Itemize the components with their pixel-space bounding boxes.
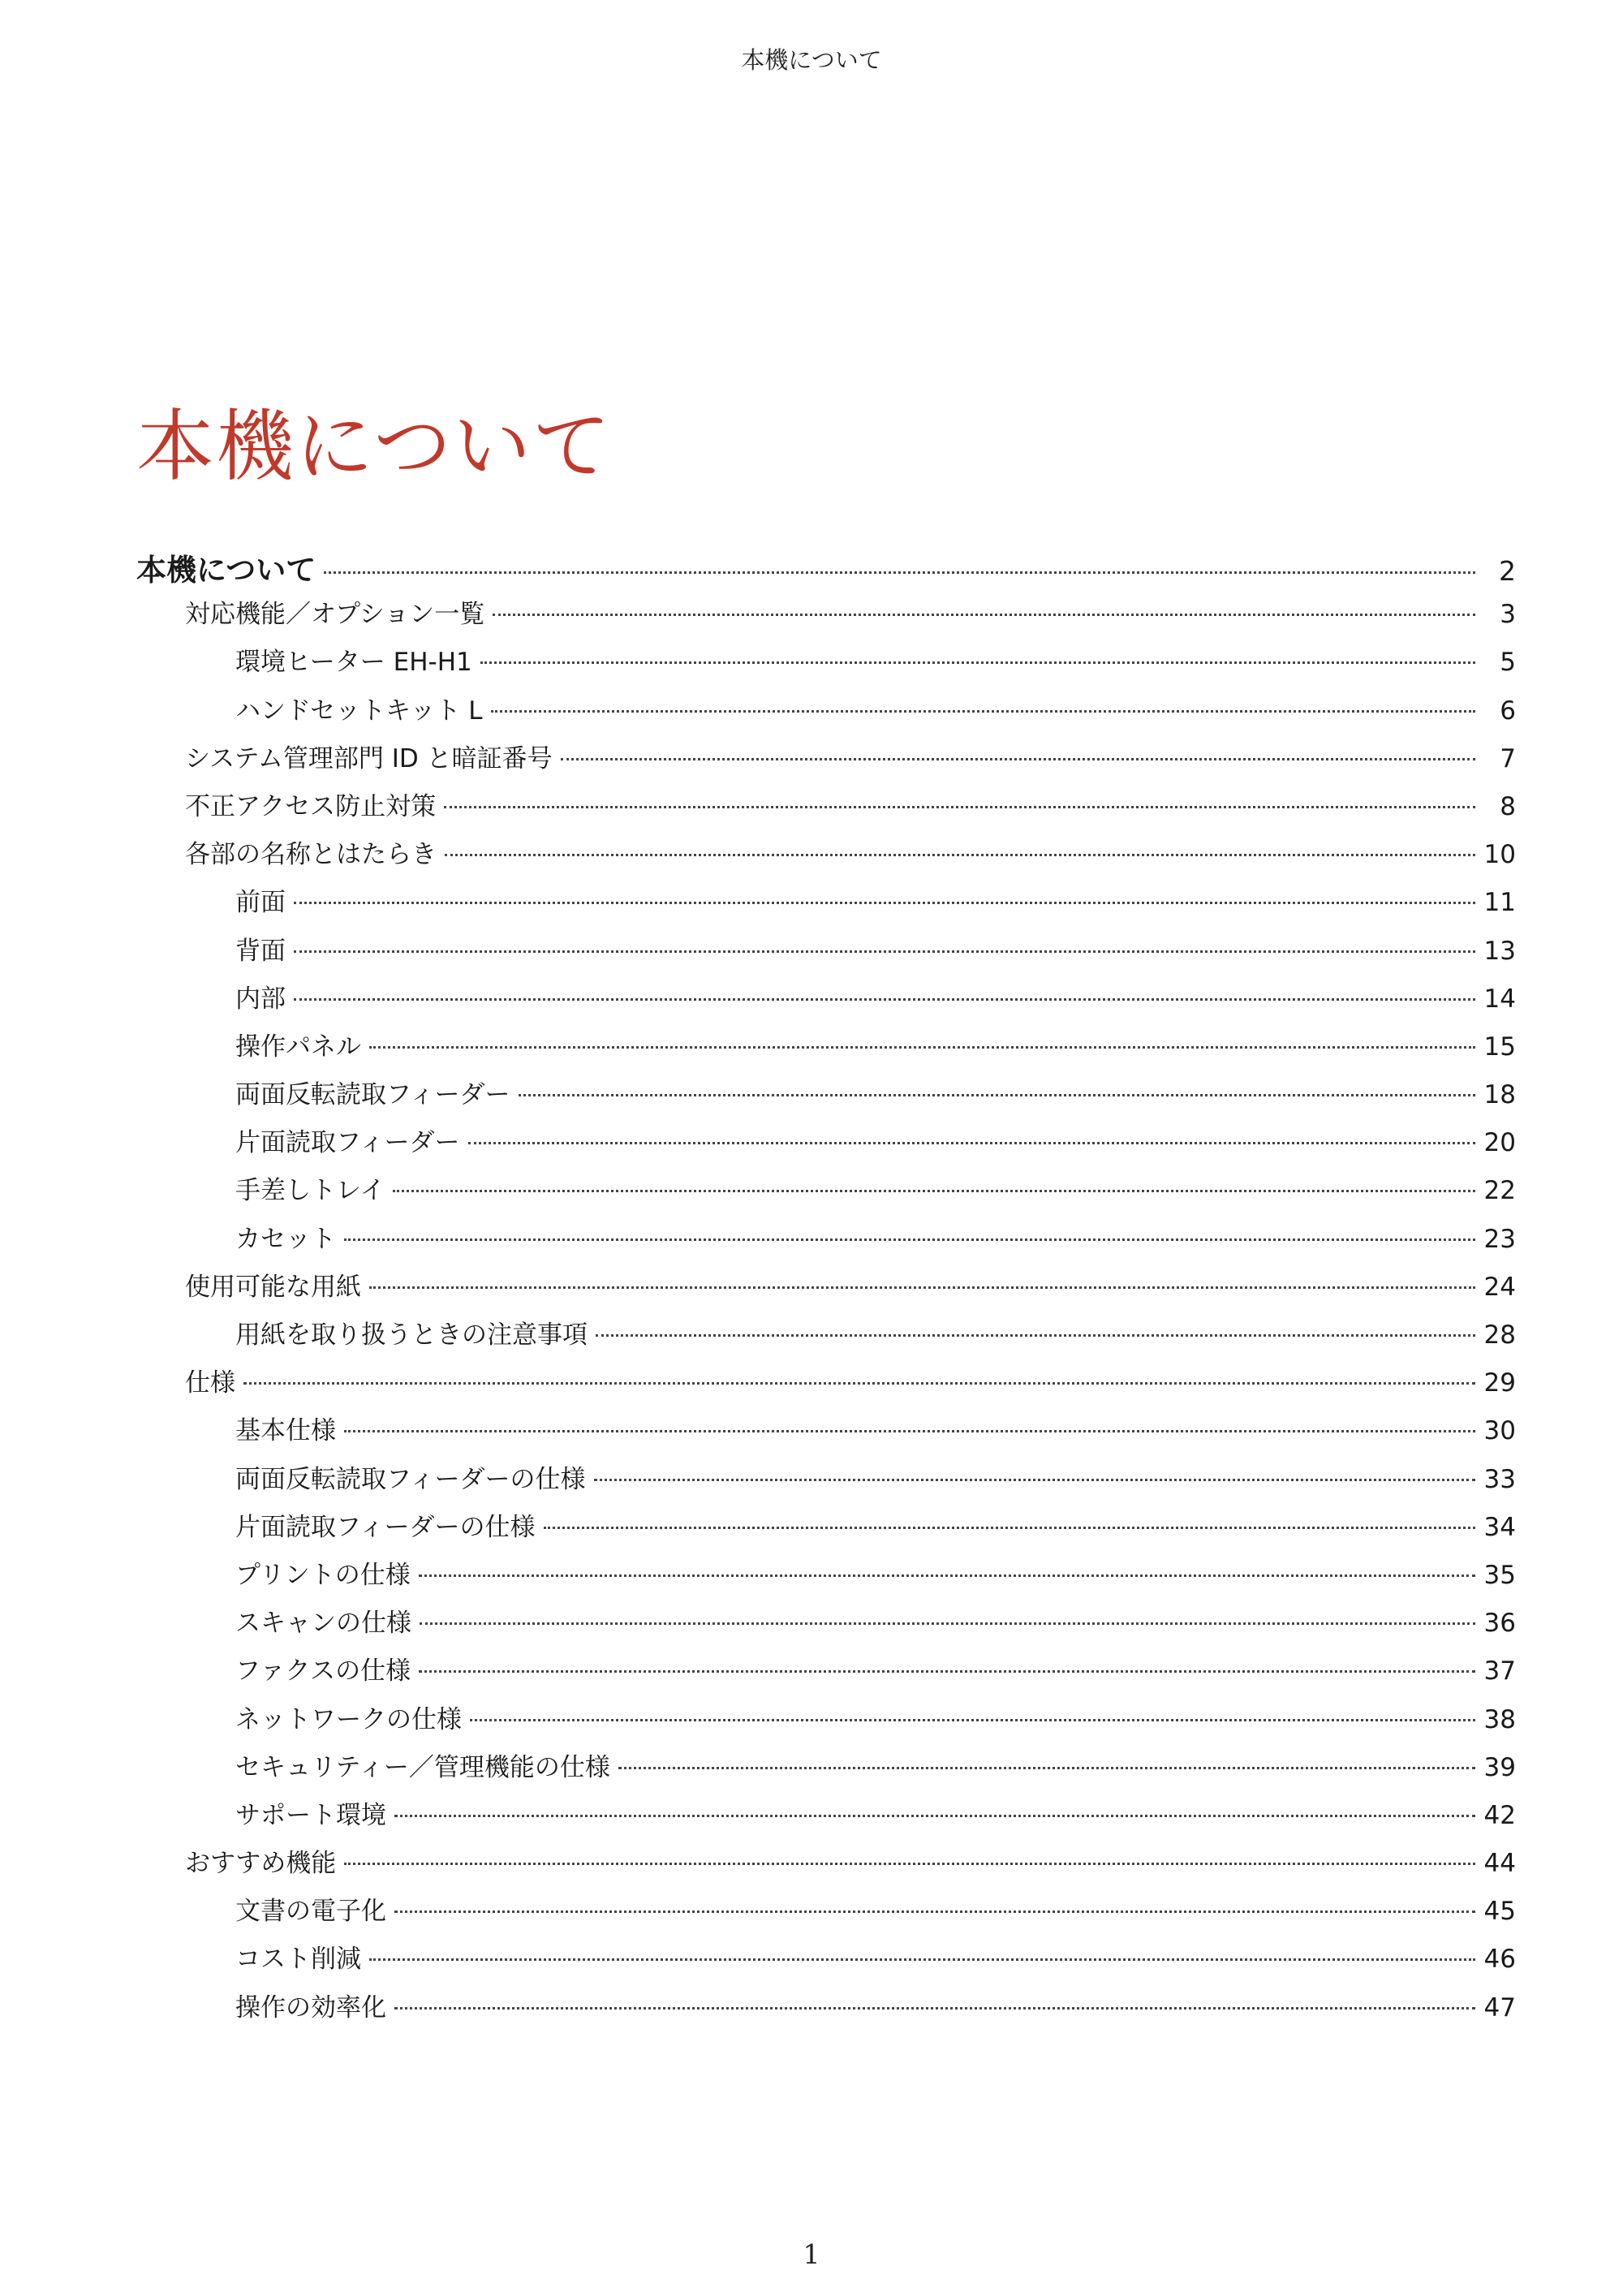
toc-dot-leader [544, 1527, 1475, 1529]
toc-entry[interactable] [136, 978, 1516, 1026]
toc-entry[interactable] [136, 593, 1516, 641]
toc-entry-title: 本機について [136, 553, 316, 588]
toc-entry-title: システム管理部門 ID と暗証番号 [185, 743, 553, 773]
toc-dot-leader [369, 1046, 1475, 1049]
toc-entry-title: ファクスの仕様 [235, 1656, 411, 1686]
toc-entry[interactable] [136, 1747, 1516, 1794]
toc-dot-leader [445, 854, 1475, 856]
toc-entry-title: 操作パネル [235, 1032, 361, 1062]
toc-entry[interactable] [136, 1890, 1516, 1938]
toc-entry-page: 18 [1483, 1080, 1516, 1110]
toc-entry[interactable] [136, 1554, 1516, 1602]
table-of-contents [136, 545, 1516, 2035]
toc-entry-title: セキュリティー／管理機能の仕様 [235, 1752, 610, 1782]
toc-entry-page: 35 [1483, 1560, 1516, 1590]
toc-dot-leader [394, 1815, 1475, 1817]
toc-entry-title: 使用可能な用紙 [185, 1272, 361, 1302]
toc-entry[interactable] [136, 1410, 1516, 1458]
toc-entry[interactable] [136, 1074, 1516, 1122]
toc-dot-leader [419, 1670, 1475, 1673]
toc-entry-title: 文書の電子化 [235, 1897, 386, 1927]
toc-entry[interactable] [136, 1266, 1516, 1314]
toc-dot-leader [444, 806, 1475, 808]
toc-entry-page: 5 [1500, 648, 1516, 678]
toc-entry-page: 37 [1483, 1656, 1516, 1686]
toc-dot-leader [369, 1958, 1475, 1961]
toc-entry-title: ハンドセットキット L [235, 696, 483, 726]
toc-entry[interactable] [136, 1170, 1516, 1217]
toc-entry-page: 38 [1483, 1704, 1516, 1734]
toc-entry-page: 24 [1483, 1272, 1516, 1302]
toc-entry[interactable] [136, 786, 1516, 834]
toc-entry[interactable] [136, 738, 1516, 786]
toc-entry[interactable] [136, 1602, 1516, 1650]
toc-entry-page: 36 [1483, 1609, 1516, 1639]
toc-entry-page: 11 [1483, 888, 1516, 918]
toc-entry-title: 環境ヒーター EH-H1 [235, 648, 472, 678]
toc-entry-title: プリントの仕様 [235, 1560, 411, 1590]
toc-dot-leader [294, 902, 1475, 904]
toc-entry-title: ネットワークの仕様 [235, 1704, 462, 1734]
toc-dot-leader [468, 1142, 1475, 1144]
toc-entry-page: 22 [1483, 1176, 1516, 1206]
toc-entry[interactable] [136, 834, 1516, 881]
toc-entry-title: 基本仕様 [235, 1416, 336, 1446]
toc-entry[interactable] [136, 1458, 1516, 1506]
toc-entry-title: 内部 [235, 984, 286, 1014]
toc-entry-page: 42 [1483, 1800, 1516, 1830]
toc-entry-title: 各部の名称とはたらき [185, 840, 437, 870]
toc-dot-leader [344, 1863, 1475, 1865]
toc-entry-page: 15 [1483, 1032, 1516, 1062]
toc-entry-title: 前面 [235, 888, 286, 918]
toc-dot-leader [393, 1190, 1475, 1192]
toc-entry-title: 手差しトレイ [235, 1176, 385, 1206]
toc-entry-page: 10 [1483, 840, 1516, 870]
toc-entry-title: 用紙を取り扱うときの注意事項 [235, 1320, 588, 1350]
toc-entry[interactable] [136, 1938, 1516, 1986]
toc-entry[interactable] [136, 1650, 1516, 1698]
toc-dot-leader [394, 2007, 1475, 2010]
toc-entry-page: 45 [1483, 1897, 1516, 1927]
toc-entry-title: 背面 [235, 936, 286, 966]
toc-dot-leader [561, 758, 1475, 760]
toc-entry[interactable] [136, 1026, 1516, 1074]
toc-entry[interactable] [136, 1314, 1516, 1362]
toc-dot-leader [493, 614, 1475, 616]
toc-dot-leader [344, 1430, 1475, 1432]
toc-entry[interactable] [136, 690, 1516, 738]
toc-dot-leader [243, 1382, 1475, 1385]
toc-dot-leader [420, 1622, 1475, 1625]
toc-entry[interactable] [136, 1122, 1516, 1170]
toc-entry[interactable] [136, 1987, 1516, 2035]
toc-entry[interactable] [136, 1699, 1516, 1747]
toc-dot-leader [519, 1094, 1475, 1096]
toc-entry-title: 不正アクセス防止対策 [185, 791, 437, 821]
toc-dot-leader [618, 1767, 1475, 1769]
toc-entry[interactable] [136, 930, 1516, 978]
toc-entry-title: 片面読取フィーダーの仕様 [235, 1512, 536, 1542]
toc-dot-leader [344, 1238, 1475, 1241]
toc-entry[interactable] [136, 881, 1516, 929]
toc-entry[interactable] [136, 1218, 1516, 1266]
toc-dot-leader [470, 1719, 1475, 1721]
page-number: 1 [803, 2238, 820, 2270]
toc-dot-leader [491, 710, 1475, 713]
running-header: 本機について [741, 46, 882, 74]
toc-entry-title: 両面反転読取フィーダー [235, 1080, 510, 1110]
toc-entry[interactable] [136, 1794, 1516, 1842]
toc-entry-page: 30 [1483, 1416, 1516, 1446]
toc-entry[interactable] [136, 1506, 1516, 1554]
toc-dot-leader [480, 661, 1475, 664]
toc-entry-title: 片面読取フィーダー [235, 1128, 460, 1158]
toc-entry-page: 6 [1500, 696, 1516, 726]
toc-entry-page: 44 [1483, 1849, 1516, 1879]
toc-entry-page: 8 [1500, 791, 1516, 821]
toc-entry-page: 13 [1483, 936, 1516, 966]
chapter-title: 本機について [136, 401, 613, 492]
toc-entry-title: 操作の効率化 [235, 1992, 386, 2022]
toc-dot-leader [394, 1910, 1475, 1913]
toc-entry-page: 34 [1483, 1512, 1516, 1542]
toc-entry[interactable] [136, 1362, 1516, 1410]
toc-entry-title: カセット [235, 1224, 336, 1254]
toc-entry-page: 2 [1499, 555, 1516, 587]
toc-entry-title: スキャンの仕様 [235, 1609, 411, 1639]
toc-entry-page: 47 [1483, 1992, 1516, 2022]
toc-entry-page: 3 [1500, 600, 1516, 630]
toc-entry[interactable] [136, 1842, 1516, 1890]
toc-entry-title: コスト削減 [235, 1945, 361, 1975]
toc-dot-leader [294, 998, 1475, 1001]
toc-entry-title: 両面反転読取フィーダーの仕様 [235, 1464, 586, 1494]
toc-entry-title: サポート環境 [235, 1800, 386, 1830]
toc-entry-title: 仕様 [185, 1368, 235, 1398]
toc-dot-leader [324, 571, 1475, 574]
toc-entry[interactable] [136, 545, 1516, 593]
toc-entry-title: 対応機能／オプション一覧 [185, 600, 485, 630]
toc-dot-leader [419, 1574, 1475, 1577]
toc-entry-page: 14 [1483, 984, 1516, 1014]
toc-entry-page: 23 [1483, 1224, 1516, 1254]
toc-entry-page: 39 [1483, 1752, 1516, 1782]
toc-dot-leader [596, 1334, 1475, 1337]
toc-entry-page: 7 [1500, 743, 1516, 773]
toc-dot-leader [369, 1286, 1475, 1289]
toc-entry-page: 28 [1483, 1320, 1516, 1350]
toc-dot-leader [294, 950, 1475, 953]
toc-entry-page: 29 [1483, 1368, 1516, 1398]
toc-dot-leader [594, 1479, 1475, 1481]
toc-entry-page: 46 [1483, 1945, 1516, 1975]
toc-entry-page: 33 [1483, 1464, 1516, 1494]
toc-entry[interactable] [136, 641, 1516, 689]
toc-entry-title: おすすめ機能 [185, 1849, 337, 1879]
toc-entry-page: 20 [1483, 1128, 1516, 1158]
